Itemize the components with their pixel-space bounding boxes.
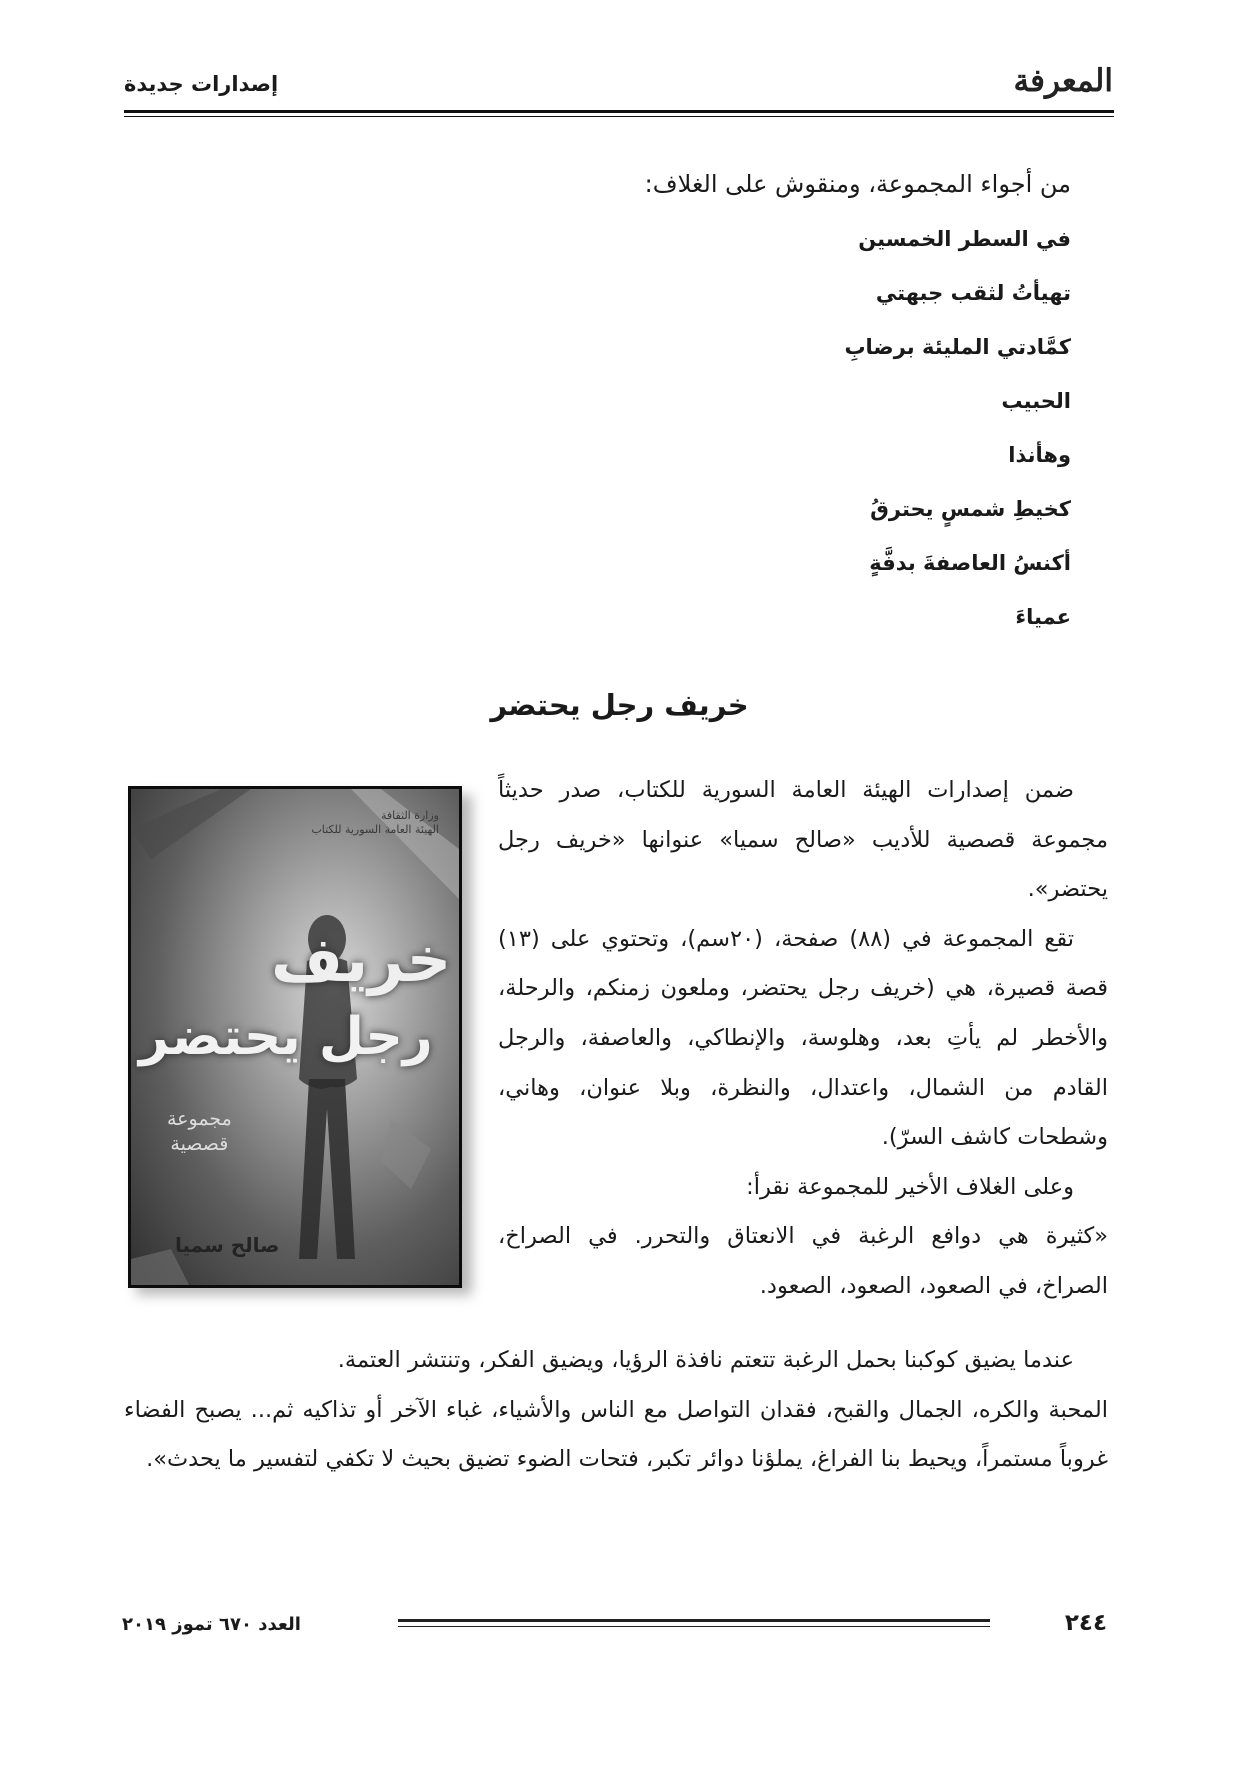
section-title: إصدارات جديدة <box>124 72 279 96</box>
article-body-beside-cover <box>498 766 1108 1312</box>
cover-genre: مجموعة قصصية <box>167 1108 232 1155</box>
cover-title-line1: خريف <box>271 923 452 996</box>
paragraph: ضمن إصدارات الهيئة العامة السورية للكتاب، صدر حديثاً مجموعة قصصية للأديب «صالح سميا» عنوانها «خريف رجل يحتضر». <box>498 777 1108 903</box>
paragraph: المحبة والكره، الجمال والقبح، فقدان التواصل مع الناس والأشياء، غباء الآخر أو تذاكيه ثم... يصبح الفضاء غروباً مستمراً، ويحيط بنا الفراغ، يملؤنا دوائر تكبر، فتحات الضوء تضيق بحيث لا تكفي لتفسير ما يحدث». <box>124 1396 1108 1473</box>
article-heading: خريف رجل يحتضر <box>490 688 749 722</box>
book-cover-image <box>128 786 462 1288</box>
paragraph: عندما يضيق كوكبنا بحمل الرغبة تتعتم نافذة الرؤيا، ويضيق الفكر، وتنتشر العتمة. <box>337 1347 1074 1373</box>
poem-line: عمياءَ <box>1015 605 1071 629</box>
cover-publisher-text: وزارة الثقافة الهيئة العامة السورية للكتاب <box>311 809 439 836</box>
paragraph: «كثيرة هي دوافع الرغبة في الانعتاق والتحرر. في الصراخ، الصراخ، في الصعود، الصعود، الصعود. <box>498 1223 1108 1299</box>
paragraph: تقع المجموعة في (٨٨) صفحة، (٢٠سم)، وتحتوي على (١٣) قصة قصيرة، هي (خريف رجل يحتضر، وملعون زمنكم، والرحلة، والأخطر لم يأتِ بعد، وهلوسة، والإنطاكي، والعاصفة، والرجل القادم من الشمال، واعتدال، والنظرة، وبلا عنوان، وهاني، وشطحات كاشف السرّ). <box>498 925 1108 1151</box>
poem-line: في السطر الخمسين <box>858 227 1071 251</box>
issue-info: العدد ٦٧٠ تموز ٢٠١٩ <box>122 1614 301 1635</box>
poem-line: أكنسُ العاصفةَ بدفَّةٍ <box>869 551 1071 575</box>
poem-line: كخيطِ شمسٍ يحترقُ <box>870 497 1071 521</box>
header-divider-thin <box>124 116 1114 117</box>
poem-excerpt <box>844 212 1071 644</box>
footer-divider <box>398 1619 990 1622</box>
poem-line: كمَّادتي المليئة برضابِ <box>844 335 1071 359</box>
cover-author: صالح سميا <box>175 1233 280 1257</box>
cover-title-line2: رجل يحتضر <box>139 1007 433 1067</box>
poem-intro: من أجواء المجموعة، ومنقوش على الغلاف: <box>644 170 1071 198</box>
paragraph: وعلى الغلاف الأخير للمجموعة نقرأ: <box>746 1173 1074 1200</box>
footer-divider-thin <box>398 1626 990 1627</box>
poem-line: وهأنذا <box>1008 443 1071 467</box>
page-number: ٢٤٤ <box>1064 1610 1107 1636</box>
magazine-logo: المعرفة <box>1013 63 1113 99</box>
article-body-full-width <box>124 1336 1108 1485</box>
header-divider <box>124 110 1114 113</box>
poem-line: الحبيب <box>1001 389 1071 413</box>
poem-line: تهيأتُ لثقب جبهتي <box>875 281 1071 305</box>
